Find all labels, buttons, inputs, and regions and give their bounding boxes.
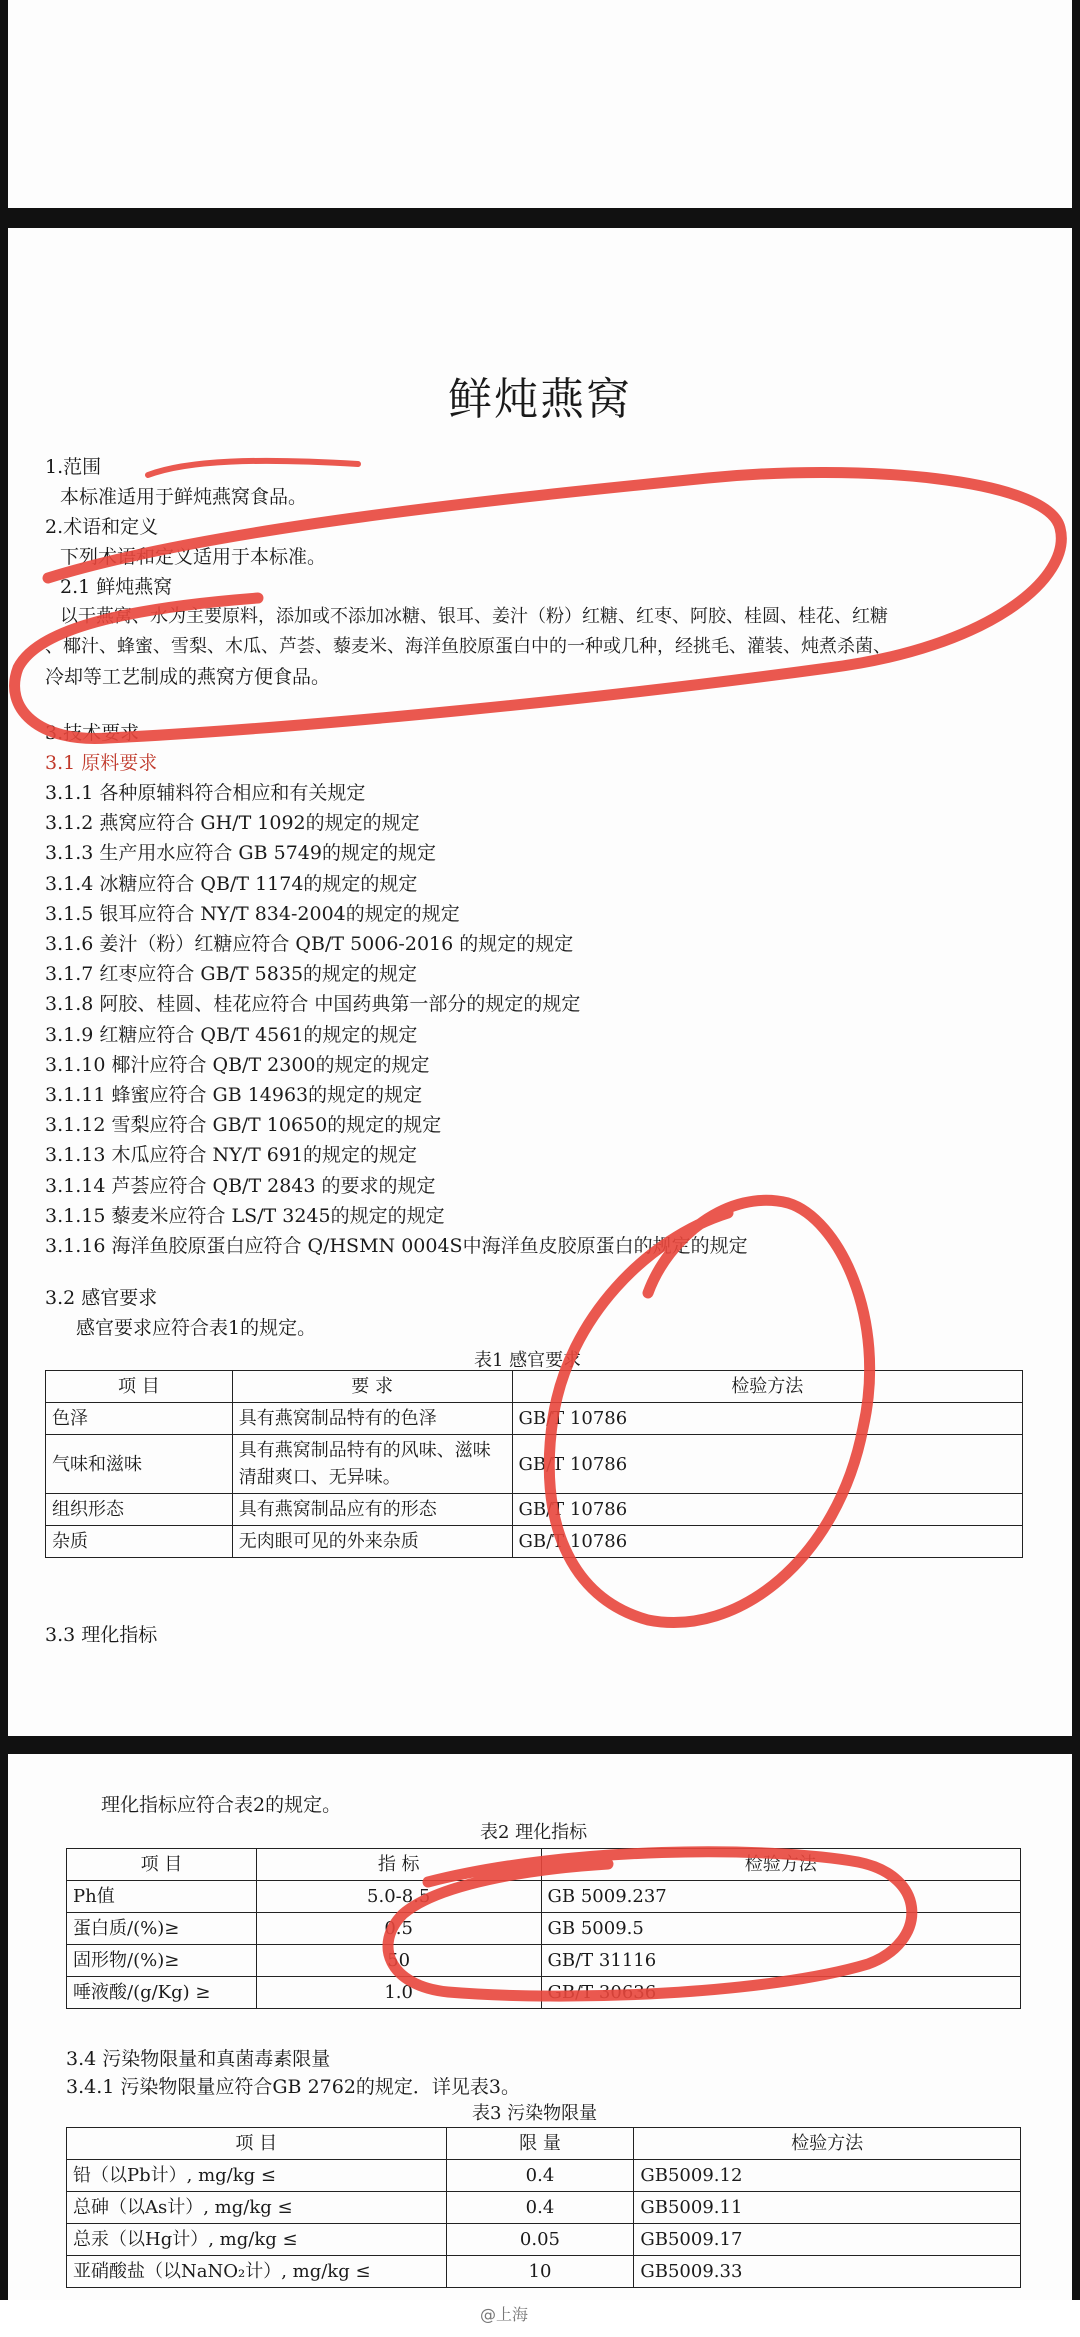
table-3-caption: 表3 污染物限量 [472, 2103, 598, 2124]
table-row [67, 2160, 1021, 2192]
requirement-item: 3.1.15 藜麦米应符合 LS/T 3245的规定的规定 [45, 1204, 445, 1227]
section-3-3-heading: 3.3 理化指标 [45, 1624, 158, 1646]
table-row [67, 2224, 1021, 2256]
requirement-item: 3.1.8 阿胶、桂圆、桂花应符合 中国药典第一部分的规定的规定 [45, 993, 581, 1016]
requirement-item: 3.1.4 冰糖应符合 QB/T 1174的规定的规定 [45, 872, 418, 895]
section-1-heading: 1.范围 [45, 456, 102, 478]
table-2-caption: 表2 理化指标 [480, 1822, 588, 1843]
table-3-contaminants [66, 2127, 1021, 2288]
cell-method: GB5009.33 [634, 2256, 1021, 2288]
table-1-sensory [45, 1370, 1023, 1558]
requirement-item: 3.1.11 蜂蜜应符合 GB 14963的规定的规定 [45, 1084, 423, 1106]
header-item: 项 目 [67, 2128, 447, 2160]
section-3-3-text: 理化指标应符合表2的规定。 [101, 1794, 342, 1816]
requirement-item: 3.1.10 椰汁应符合 QB/T 2300的规定的规定 [45, 1053, 430, 1076]
document-page-3 [8, 1754, 1072, 2337]
cell-requirement: 具有燕窝制品特有的风味、滋味清甜爽口、无异味。 [232, 1435, 512, 1494]
section-3-2-heading: 3.2 感官要求 [45, 1287, 158, 1309]
table-row [67, 2256, 1021, 2288]
table-row [67, 1913, 1021, 1945]
cell-method: GB/T 31116 [541, 1945, 1020, 1977]
cell-item: 蛋白质/(%)≥ [67, 1913, 257, 1945]
cell-method: GB 5009.237 [541, 1881, 1020, 1913]
section-3-4-heading: 3.4 污染物限量和真菌毒素限量 [66, 2048, 331, 2070]
table-row [46, 1526, 1023, 1558]
cell-method: GB5009.11 [634, 2192, 1021, 2224]
cell-limit: 10 [446, 2256, 634, 2288]
cell-item: 杂质 [46, 1526, 233, 1558]
cell-method: GB5009.12 [634, 2160, 1021, 2192]
cell-index: 50 [256, 1945, 541, 1977]
section-3-2-text: 感官要求应符合表1的规定。 [76, 1317, 317, 1339]
section-2-1-heading: 2.1 鲜炖燕窝 [60, 576, 173, 598]
cell-item: Ph值 [67, 1881, 257, 1913]
cell-limit: 0.4 [446, 2160, 634, 2192]
section-2-heading: 2.术语和定义 [45, 516, 159, 538]
cell-method: GB/T 30636 [541, 1977, 1020, 2009]
bottom-overlay [0, 2300, 1080, 2337]
document-page-1 [8, 0, 1072, 208]
table-row [46, 1435, 1023, 1494]
cell-method: GB/T 10786 [512, 1403, 1022, 1435]
requirement-item: 3.1.12 雪梨应符合 GB/T 10650的规定的规定 [45, 1114, 442, 1137]
requirement-item: 3.1.2 燕窝应符合 GH/T 1092的规定的规定 [45, 812, 420, 835]
header-method: 检验方法 [541, 1849, 1020, 1881]
cell-method: GB/T 10786 [512, 1494, 1022, 1526]
requirement-item: 3.1.13 木瓜应符合 NY/T 691的规定的规定 [45, 1144, 418, 1167]
header-method: 检验方法 [512, 1371, 1022, 1403]
cell-method: GB 5009.5 [541, 1913, 1020, 1945]
requirement-item: 3.1.14 芦荟应符合 QB/T 2843 的要求的规定 [45, 1174, 436, 1197]
section-2-text: 下列术语和定义适用于本标准。 [60, 546, 327, 568]
section-3-1-heading: 3.1 原料要求 [45, 752, 158, 774]
table-header [46, 1371, 1023, 1403]
table-row [67, 1945, 1021, 1977]
cell-requirement: 具有燕窝制品特有的色泽 [232, 1403, 512, 1435]
cell-item: 唾液酸/(g/Kg) ≥ [67, 1977, 257, 2009]
cell-method: GB5009.17 [634, 2224, 1021, 2256]
section-3-heading: 3.技术要求 [45, 722, 140, 744]
cell-item: 组织形态 [46, 1494, 233, 1526]
requirement-item: 3.1.7 红枣应符合 GB/T 5835的规定的规定 [45, 963, 418, 986]
document-page-2 [8, 228, 1072, 1736]
table-header [67, 2128, 1021, 2160]
table-1-caption: 表1 感官要求 [474, 1350, 582, 1371]
header-index: 指 标 [256, 1849, 541, 1881]
cell-item: 气味和滋味 [46, 1435, 233, 1494]
cell-item: 亚硝酸盐（以NaNO₂计）, mg/kg ≤ [67, 2256, 447, 2288]
section-3-4-1-text: 3.4.1 污染物限量应符合GB 2762的规定．详见表3。 [66, 2076, 521, 2098]
table-header [67, 1849, 1021, 1881]
table-row [67, 2192, 1021, 2224]
definition-line-3: 冷却等工艺制成的燕窝方便食品。 [45, 666, 331, 688]
definition-line-2: 、椰汁、蜂蜜、雪梨、木瓜、芦荟、藜麦米、海洋鱼胶原蛋白中的一种或几种，经挑毛、灌装、炖煮杀菌、 [45, 636, 891, 657]
header-item: 项 目 [67, 1849, 257, 1881]
cell-index: 0.5 [256, 1913, 541, 1945]
cell-method: GB/T 10786 [512, 1435, 1022, 1494]
header-method: 检验方法 [634, 2128, 1021, 2160]
watermark: @上海 [480, 2305, 529, 2324]
requirement-item: 3.1.5 银耳应符合 NY/T 834-2004的规定的规定 [45, 902, 460, 925]
cell-limit: 0.4 [446, 2192, 634, 2224]
cell-item: 铅（以Pb计）, mg/kg ≤ [67, 2160, 447, 2192]
requirement-item: 3.1.6 姜汁（粉）红糖应符合 QB/T 5006-2016 的规定的规定 [45, 933, 574, 955]
cell-index: 5.0-8.5 [256, 1881, 541, 1913]
cell-index: 1.0 [256, 1977, 541, 2009]
table-row [67, 1881, 1021, 1913]
cell-item: 固形物/(%)≥ [67, 1945, 257, 1977]
table-2-physicochemical [66, 1848, 1021, 2009]
requirement-item: 3.1.16 海洋鱼胶原蛋白应符合 Q/HSMN 0004S中海洋鱼皮胶原蛋白的规定的规定 [45, 1235, 748, 1257]
table-row [46, 1403, 1023, 1435]
requirement-item: 3.1.9 红糖应符合 QB/T 4561的规定的规定 [45, 1023, 418, 1046]
header-limit: 限 量 [446, 2128, 634, 2160]
document-title: 鲜炖燕窝 [448, 374, 632, 425]
cell-limit: 0.05 [446, 2224, 634, 2256]
section-1-text: 本标准适用于鲜炖燕窝食品。 [60, 486, 308, 508]
header-requirement: 要 求 [232, 1371, 512, 1403]
cell-requirement: 无肉眼可见的外来杂质 [232, 1526, 512, 1558]
definition-line-1: 以干燕窝、水为主要原料，添加或不添加冰糖、银耳、姜汁（粉）红糖、红枣、阿胶、桂圆、桂花、红糖 [60, 606, 888, 627]
cell-requirement: 具有燕窝制品应有的形态 [232, 1494, 512, 1526]
table-row [67, 1977, 1021, 2009]
header-item: 项 目 [46, 1371, 233, 1403]
table-row [46, 1494, 1023, 1526]
cell-method: GB/T 10786 [512, 1526, 1022, 1558]
cell-item: 总砷（以As计）, mg/kg ≤ [67, 2192, 447, 2224]
requirement-item: 3.1.3 生产用水应符合 GB 5749的规定的规定 [45, 842, 436, 865]
cell-item: 总汞（以Hg计）, mg/kg ≤ [67, 2224, 447, 2256]
requirement-item: 3.1.1 各种原辅料符合相应和有关规定 [45, 782, 366, 804]
cell-item: 色泽 [46, 1403, 233, 1435]
